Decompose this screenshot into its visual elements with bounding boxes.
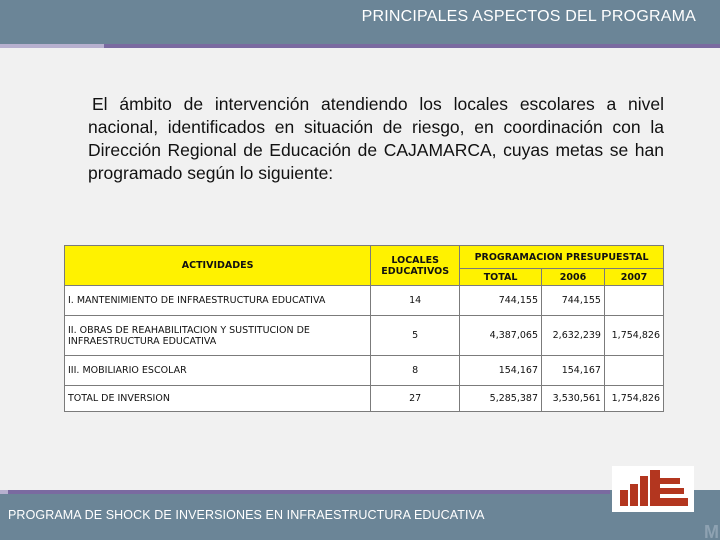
header-locales-line2: EDUCATIVOS xyxy=(381,265,450,277)
cell-locales: 5 xyxy=(371,316,460,356)
cell-actividad: TOTAL DE INVERSION xyxy=(65,386,371,412)
table-row-total xyxy=(65,386,664,412)
cell-2006: 744,155 xyxy=(542,286,605,316)
header-programacion: PROGRAMACION PRESUPUESTAL xyxy=(460,246,664,269)
cell-2007 xyxy=(604,286,663,316)
cell-actividad: III. MOBILIARIO ESCOLAR xyxy=(65,356,371,386)
cell-total: 744,155 xyxy=(460,286,542,316)
header-locales xyxy=(371,246,460,286)
header-2007: 2007 xyxy=(604,269,663,286)
cell-2007: 1,754,826 xyxy=(604,316,663,356)
slide-title: PRINCIPALES ASPECTOS DEL PROGRAMA xyxy=(361,8,696,25)
table-row xyxy=(65,316,664,356)
corner-logo-letter: M xyxy=(704,522,719,540)
footer-divider xyxy=(0,490,610,494)
logo xyxy=(612,466,694,512)
cell-total: 5,285,387 xyxy=(460,386,542,412)
cell-2006: 154,167 xyxy=(542,356,605,386)
intro-paragraph: El ámbito de intervención atendiendo los locales escolares a nivel nacional, identificados en situación de riesgo, en coordinación con la Dirección Regional de Educación de CAJAMARCA, cuyas metas se han programado según lo siguiente: xyxy=(88,94,664,183)
footer-divider-highlight xyxy=(0,490,8,494)
cell-locales: 27 xyxy=(371,386,460,412)
header-actividades: ACTIVIDADES xyxy=(65,246,371,286)
header-locales-line1: LOCALES xyxy=(391,254,439,266)
header-total: TOTAL xyxy=(460,269,542,286)
cell-2007 xyxy=(604,356,663,386)
cell-2007: 1,754,826 xyxy=(604,386,663,412)
cell-total: 4,387,065 xyxy=(460,316,542,356)
budget-table-container xyxy=(64,245,664,412)
cell-locales: 8 xyxy=(371,356,460,386)
cell-2006: 2,632,239 xyxy=(542,316,605,356)
cell-actividad: I. MANTENIMIENTO DE INFRAESTRUCTURA EDUCATIVA xyxy=(65,286,371,316)
table-row xyxy=(65,286,664,316)
cell-total: 154,167 xyxy=(460,356,542,386)
header-2006: 2006 xyxy=(542,269,605,286)
budget-table xyxy=(64,245,664,412)
cell-actividad: II. OBRAS DE REAHABILITACION Y SUSTITUCION DE INFRAESTRUCTURA EDUCATIVA xyxy=(65,316,371,356)
cell-2006: 3,530,561 xyxy=(542,386,605,412)
table-row xyxy=(65,356,664,386)
logo-bars-icon xyxy=(612,466,694,512)
footer-program-name: PROGRAMA DE SHOCK DE INVERSIONES EN INFRAESTRUCTURA EDUCATIVA xyxy=(8,508,485,522)
cell-locales: 14 xyxy=(371,286,460,316)
